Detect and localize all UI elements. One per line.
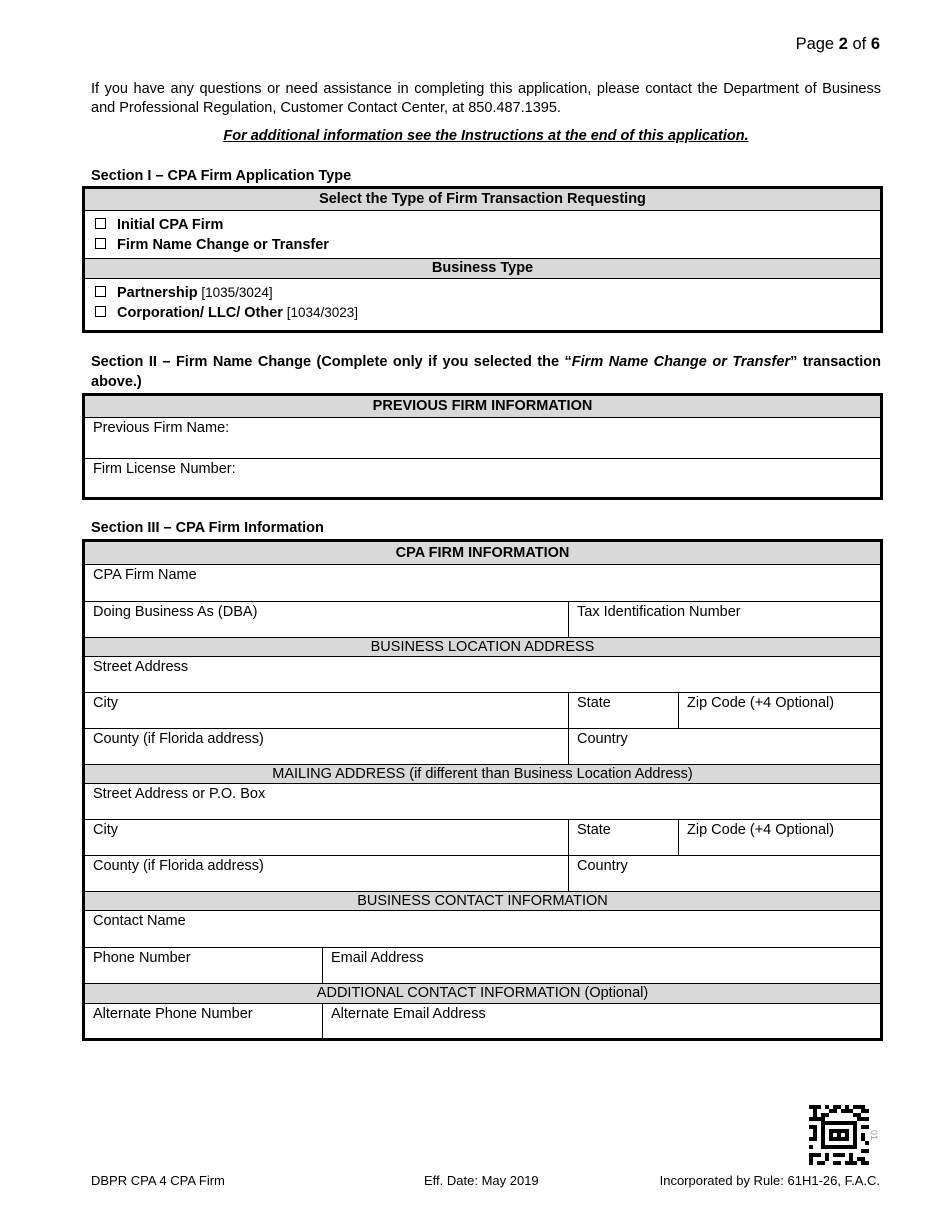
- business-type-header: Business Type: [85, 258, 880, 279]
- previous-firm-name-field[interactable]: Previous Firm Name:: [93, 420, 230, 436]
- city-field[interactable]: City: [93, 695, 118, 711]
- mail-state-field[interactable]: State: [568, 820, 678, 855]
- intro-text: If you have any questions or need assistance in completing this application, please contact the Department of Business and Professional Regulation, Customer Contact Center, at 850.487.1395.: [91, 81, 881, 116]
- option-partnership[interactable]: Partnership [1035/3024]: [85, 283, 880, 303]
- checkbox-icon[interactable]: [95, 218, 106, 229]
- tax-id-field[interactable]: Tax Identification Number: [568, 602, 880, 637]
- mail-city-field[interactable]: City: [93, 822, 118, 838]
- previous-firm-box: [82, 393, 883, 500]
- county-field[interactable]: County (if Florida address): [93, 731, 264, 747]
- mailing-address-header: MAILING ADDRESS (if different than Business Location Address): [85, 764, 880, 783]
- footer-eff-date: Eff. Date: May 2019: [424, 1173, 539, 1188]
- country-field[interactable]: Country: [568, 729, 880, 764]
- checkbox-icon[interactable]: [95, 286, 106, 297]
- checkbox-icon[interactable]: [95, 306, 106, 317]
- option-initial-cpa-firm[interactable]: Initial CPA Firm: [85, 216, 880, 236]
- additional-contact-header: ADDITIONAL CONTACT INFORMATION (Optional): [85, 983, 880, 1004]
- previous-firm-header: PREVIOUS FIRM INFORMATION: [85, 396, 880, 418]
- alternate-phone-field[interactable]: Alternate Phone Number: [93, 1006, 253, 1022]
- application-type-box: [82, 186, 883, 333]
- transaction-type-header: Select the Type of Firm Transaction Requesting: [85, 189, 880, 211]
- contact-name-field[interactable]: Contact Name: [93, 913, 186, 929]
- cpa-firm-info-header: CPA FIRM INFORMATION: [85, 542, 880, 565]
- footer-rule: Incorporated by Rule: 61H1-26, F.A.C.: [659, 1173, 880, 1188]
- page-number: Page 2 of 6: [795, 35, 880, 53]
- cpa-firm-info-box: [82, 539, 883, 1041]
- mail-zip-code-field[interactable]: Zip Code (+4 Optional): [678, 820, 880, 855]
- phone-number-field[interactable]: Phone Number: [93, 950, 191, 966]
- barcode-icon: [809, 1105, 869, 1165]
- mail-country-field[interactable]: Country: [568, 856, 880, 891]
- section-2-title: Section II – Firm Name Change (Complete only if you selected the “Firm Name Change or Transfer” transaction above.): [91, 354, 881, 390]
- street-address-field[interactable]: Street Address: [93, 659, 189, 675]
- mail-street-field[interactable]: Street Address or P.O. Box: [85, 783, 880, 819]
- instructions-note: For additional information see the Instructions at the end of this application.: [223, 128, 749, 144]
- cpa-firm-name-field[interactable]: CPA Firm Name: [93, 567, 197, 583]
- business-location-header: BUSINESS LOCATION ADDRESS: [85, 637, 880, 657]
- dba-field[interactable]: Doing Business As (DBA): [93, 604, 258, 620]
- footer-form-id: DBPR CPA 4 CPA Firm: [91, 1173, 225, 1188]
- checkbox-icon[interactable]: [95, 238, 106, 249]
- state-field[interactable]: State: [568, 693, 678, 728]
- option-firm-name-change[interactable]: Firm Name Change or Transfer: [85, 236, 880, 256]
- business-contact-header: BUSINESS CONTACT INFORMATION: [85, 891, 880, 911]
- zip-code-field[interactable]: Zip Code (+4 Optional): [678, 693, 880, 728]
- email-address-field[interactable]: Email Address: [322, 948, 880, 983]
- mail-county-field[interactable]: County (if Florida address): [93, 858, 264, 874]
- alternate-email-field[interactable]: Alternate Email Address: [322, 1004, 880, 1038]
- option-corporation[interactable]: Corporation/ LLC/ Other [1034/3023]: [85, 303, 880, 323]
- section-3-title: Section III – CPA Firm Information: [91, 520, 324, 536]
- section-1-title: Section I – CPA Firm Application Type: [91, 168, 352, 184]
- barcode-code: 01: [869, 1130, 879, 1141]
- firm-license-number-field[interactable]: Firm License Number:: [85, 458, 880, 498]
